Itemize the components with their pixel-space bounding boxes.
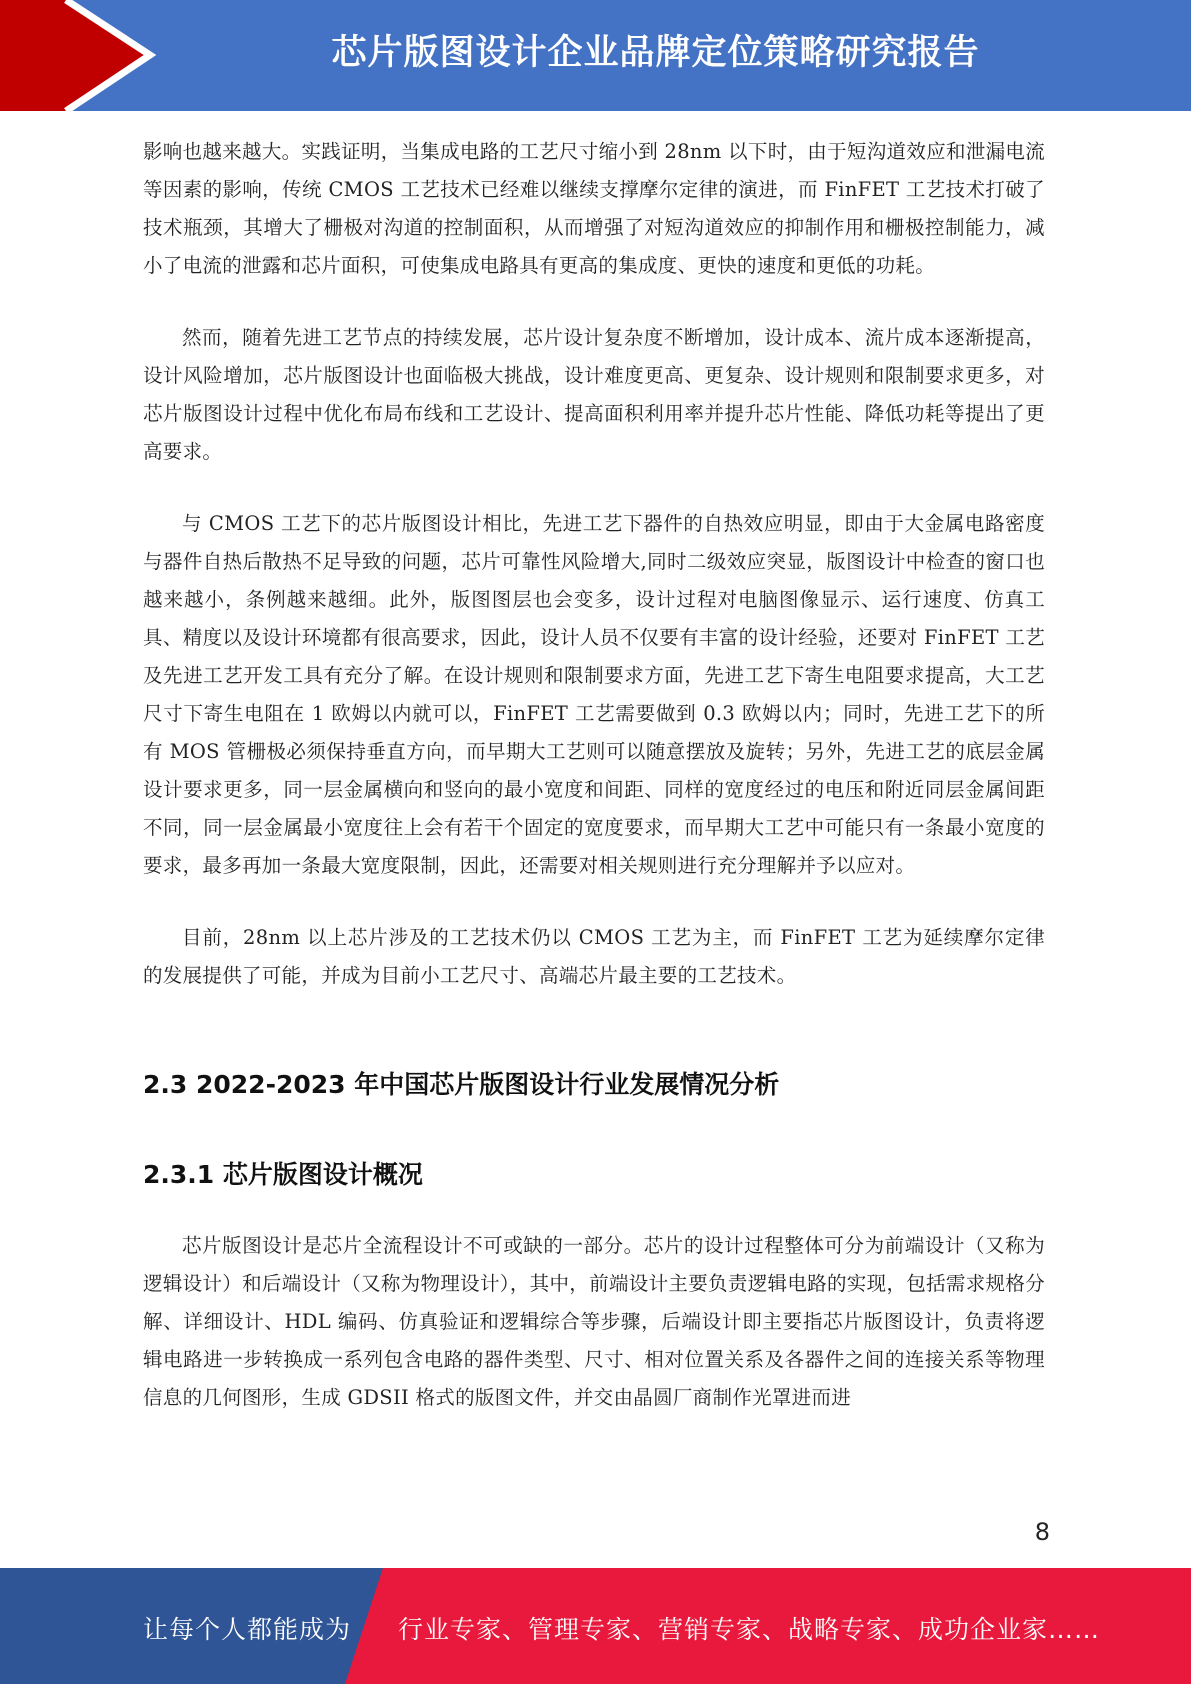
paragraph-continuation: 影响也越来越大。实践证明，当集成电路的工艺尺寸缩小到 28nm 以下时，由于短沟道效应和泄漏电流等因素的影响，传统 CMOS 工艺技术已经难以继续支撑摩尔定律的演进，而 FinFET 工艺技术打破了技术瓶颈，其增大了栅极对沟道的控制面积，从而增强了对短沟道效应的抑制作用和栅极控制能力，减小了电流的泄露和芯片面积，可使集成电路具有更高的集成度、更快的速度和更低的功耗。 xyxy=(143,140,1045,277)
footer-slogan-left: 让每个人都能成为 xyxy=(143,1615,352,1644)
paragraph-overview: 芯片版图设计是芯片全流程设计不可或缺的一部分。芯片的设计过程整体可分为前端设计（又称为逻辑设计）和后端设计（又称为物理设计），其中，前端设计主要负责逻辑电路的实现，包括需求规格分解、详细设计、HDL 编码、仿真验证和逻辑综合等步骤，后端设计即主要指芯片版图设计，负责将逻辑电路进一步转换成一系列包含电路的器件类型、尺寸、相对位置关系及各器件之间的连接关系等物理信息的几何图形，生成 GDSII 格式的版图文件，并交由晶圆厂商制作光罩进而进 xyxy=(143,1234,1045,1409)
paragraph-cmos-comparison: 与 CMOS 工艺下的芯片版图设计相比，先进工艺下器件的自热效应明显，即由于大金属电路密度与器件自热后散热不足导致的问题，芯片可靠性风险增大,同时二级效应突显，版图设计中检查的窗口也越来越小，条例越来越细。此外，版图图层也会变多，设计过程对电脑图像显示、运行速度、仿真工具、精度以及设计环境都有很高要求，因此，设计人员不仅要有丰富的设计经验，还要对 FinFET 工艺及先进工艺开发工具有充分了解。在设计规则和限制要求方面，先进工艺下寄生电阻要求提高，大工艺尺寸下寄生电阻在 1 欧姆以内就可以，FinFET 工艺需要做到 0.3 欧姆以内；同时，先进工艺下的所有 MOS 管栅极必须保持垂直方向，而早期大工艺则可以随意摆放及旋转；另外，先进工艺的底层金属设计要求更多，同一层金属横向和竖向的最小宽度和间距、同样的宽度经过的电压和附近同层金属间距不同，同一层金属最小宽度往上会有若干个固定的宽度要求，而早期大工艺中可能只有一条最小宽度的要求，最多再加一条最大宽度限制，因此，还需要对相关规则进行充分理解并予以应对。 xyxy=(143,512,1045,877)
paragraph-challenges: 然而，随着先进工艺节点的持续发展，芯片设计复杂度不断增加，设计成本、流片成本逐渐提高，设计风险增加，芯片版图设计也面临极大挑战，设计难度更高、更复杂、设计规则和限制要求更多，对芯片版图设计过程中优化布局布线和工艺设计、提高面积利用率并提升芯片性能、降低功耗等提出了更高要求。 xyxy=(143,326,1045,463)
page-header xyxy=(0,0,1191,111)
paragraph-current-state: 目前，28nm 以上芯片涉及的工艺技术仍以 CMOS 工艺为主，而 FinFET 工艺为延续摩尔定律的发展提供了可能，并成为目前小工艺尺寸、高端芯片最主要的工艺技术。 xyxy=(143,926,1045,987)
report-title: 芯片版图设计企业品牌定位策略研究报告 xyxy=(331,33,980,73)
page-number: 8 xyxy=(1034,1518,1050,1546)
page-footer xyxy=(0,1568,1191,1684)
page-content xyxy=(143,133,1045,1451)
footer-slogan-right: 行业专家、管理专家、营销专家、战略专家、成功企业家…… xyxy=(398,1615,1101,1644)
section-heading-2-3: 2.3 2022-2023 年中国芯片版图设计行业发展情况分析 xyxy=(143,1070,780,1099)
header-red-arrow xyxy=(0,0,150,111)
section-heading-2-3-1: 2.3.1 芯片版图设计概况 xyxy=(143,1160,423,1189)
